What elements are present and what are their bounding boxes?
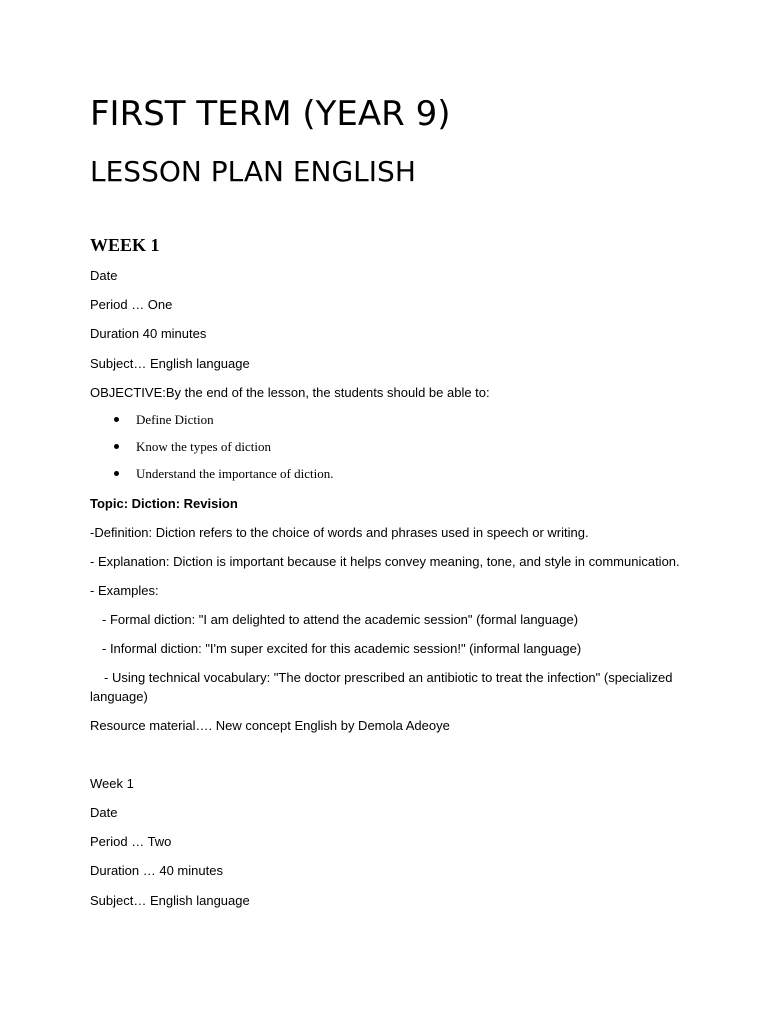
lesson1-examples-label: - Examples: (90, 583, 159, 598)
example-informal: - Informal diction: "I'm super excited for this academic session!" (informal language) (102, 641, 582, 656)
lesson1-subject: Subject… English language (90, 356, 250, 371)
lesson2-date: Date (90, 805, 118, 820)
lesson1-topic: Topic: Diction: Revision (90, 496, 238, 511)
list-item: Understand the importance of diction. (90, 464, 333, 491)
lesson2-subject: Subject… English language (90, 893, 250, 908)
example-formal: - Formal diction: "I am delighted to attend the academic session" (formal language) (102, 612, 579, 627)
lesson1-resource: Resource material…. New concept English by Demola Adeoye (90, 718, 450, 733)
document-title: FIRST TERM (YEAR 9) (90, 94, 451, 134)
lesson1-definition: -Definition: Diction refers to the choice of words and phrases used in speech or writing. (90, 525, 589, 540)
list-item: Define Diction (90, 410, 333, 437)
lesson1-duration: Duration 40 minutes (90, 326, 207, 341)
lesson1-date: Date (90, 268, 118, 283)
lesson2-duration: Duration … 40 minutes (90, 863, 223, 878)
lesson1-objective: OBJECTIVE:By the end of the lesson, the students should be able to: (90, 385, 490, 400)
lesson1-period: Period … One (90, 297, 173, 312)
week-heading: WEEK 1 (90, 235, 160, 255)
objectives-list (90, 410, 333, 491)
lesson2-period: Period … Two (90, 834, 172, 849)
list-item: Know the types of diction (90, 437, 333, 464)
example-technical: - Using technical vocabulary: "The doctor prescribed an antibiotic to treat the infection" (specialized language) (90, 670, 673, 704)
document-subtitle: LESSON PLAN ENGLISH (90, 155, 416, 188)
lesson1-explanation: - Explanation: Diction is important because it helps convey meaning, tone, and style in communication. (90, 554, 680, 569)
lesson2-week: Week 1 (90, 776, 134, 791)
